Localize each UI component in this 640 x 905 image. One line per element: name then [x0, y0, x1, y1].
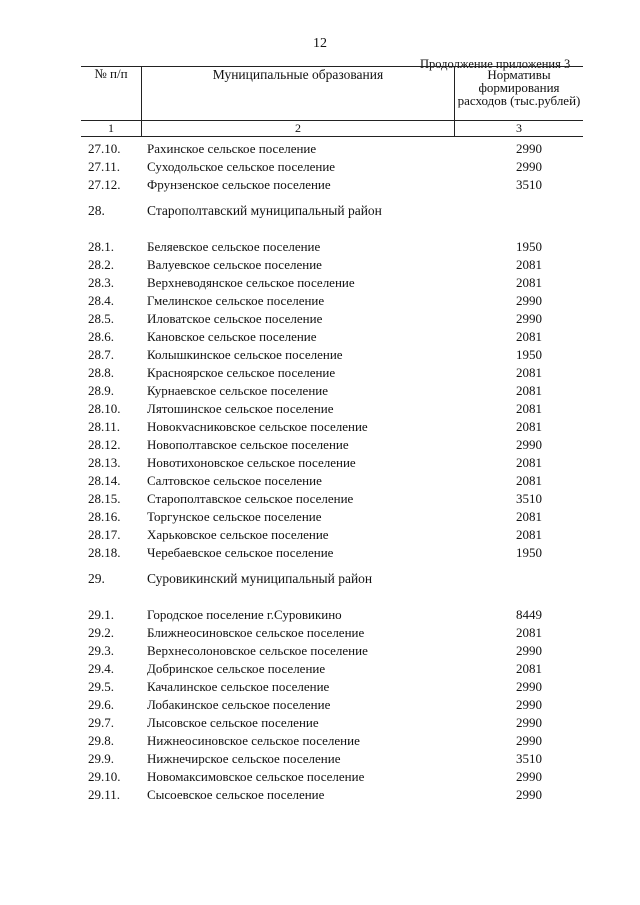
header-number-label: № п/п: [94, 66, 128, 81]
row-number: 28.10.: [88, 401, 121, 416]
norm-value: 8449: [516, 607, 542, 622]
norm-value: 2990: [516, 141, 542, 156]
row-number: 28.7.: [88, 347, 114, 362]
table-row: [0, 508, 640, 526]
municipality-name: Беляевское сельское поселение: [147, 239, 321, 254]
table-row: [0, 526, 640, 544]
table-row: [0, 490, 640, 508]
row-number: 28.5.: [88, 311, 114, 326]
norm-value: 2990: [516, 159, 542, 174]
table-row: [0, 328, 640, 346]
norm-value: 2081: [516, 473, 542, 488]
municipality-name: Суровикинский муниципальный район: [147, 571, 373, 586]
table-header: [81, 66, 583, 137]
continuation-note: Продолжение приложения 3: [420, 57, 571, 71]
table-row: [0, 606, 640, 624]
norm-value: 2081: [516, 527, 542, 542]
table-row: [0, 714, 640, 732]
table-row: [0, 158, 640, 176]
header-col-index-3: 3: [516, 121, 522, 135]
municipality-name: Сысоевское сельское поселение: [147, 787, 325, 802]
row-number: 28.4.: [88, 293, 114, 308]
municipality-name: Качалинское сельское поселение: [147, 679, 330, 694]
norm-value: 1950: [516, 239, 542, 254]
municipality-name: Валуевское сельское поселение: [147, 257, 322, 272]
norm-value: 1950: [516, 545, 542, 560]
table-row: [0, 400, 640, 418]
table-row: [0, 346, 640, 364]
municipality-name: Новокvасниковское сельское поселение: [147, 419, 368, 434]
norm-value: 2081: [516, 625, 542, 640]
municipality-name: Городское поселение г.Суровикино: [147, 607, 342, 622]
table-row: [0, 238, 640, 256]
table-body: [0, 140, 640, 804]
row-number: 28.13.: [88, 455, 121, 470]
table-row: [0, 274, 640, 292]
page-number: 12: [313, 36, 327, 51]
municipality-name: Суходольское сельское поселение: [147, 159, 336, 174]
row-number: 29.6.: [88, 697, 114, 712]
norm-value: 2990: [516, 437, 542, 452]
norm-value: 3510: [516, 491, 542, 506]
municipality-name: Нижнеосиновское сельское поселение: [147, 733, 360, 748]
row-number: 28.15.: [88, 491, 121, 506]
table-row: [0, 418, 640, 436]
municipality-name: Колышкинское сельское поселение: [147, 347, 343, 362]
table-row: [0, 140, 640, 158]
table-row: [0, 436, 640, 454]
table-row: [0, 732, 640, 750]
row-number: 28.: [88, 203, 105, 218]
municipality-name: Салтовское сельское поселение: [147, 473, 322, 488]
district-row: [0, 570, 640, 594]
row-number: 28.17.: [88, 527, 121, 542]
row-number: 28.8.: [88, 365, 114, 380]
municipality-name: Ближнеосиновское сельское поселение: [147, 625, 365, 640]
municipality-name: Лобакинское сельское поселение: [147, 697, 331, 712]
municipality-name: Нижнечирское сельское поселение: [147, 751, 341, 766]
row-number: 27.11.: [88, 159, 121, 174]
table-row: [0, 624, 640, 642]
municipality-name: Новомаксимовское сельское поселение: [147, 769, 365, 784]
norm-value: 2081: [516, 509, 542, 524]
norm-value: 2990: [516, 697, 542, 712]
row-number: 29.9.: [88, 751, 114, 766]
municipality-name: Старополтавский муниципальный район: [147, 203, 382, 218]
norm-value: 2990: [516, 311, 542, 326]
table-row: [0, 176, 640, 194]
row-number: 29.1.: [88, 607, 114, 622]
norm-value: 2081: [516, 383, 542, 398]
norm-value: 2081: [516, 455, 542, 470]
municipality-name: Харьковское сельское поселение: [147, 527, 329, 542]
municipality-name: Кановское сельское поселение: [147, 329, 317, 344]
table-row: [0, 364, 640, 382]
norm-value: 2081: [516, 365, 542, 380]
norm-value: 3510: [516, 177, 542, 192]
table-row: [0, 750, 640, 768]
municipality-name: Курнаевское сельское поселение: [147, 383, 328, 398]
row-number: 28.2.: [88, 257, 114, 272]
row-number: 28.1.: [88, 239, 114, 254]
municipality-name: Гмелинское сельское поселение: [147, 293, 325, 308]
row-number: 29.2.: [88, 625, 114, 640]
row-number: 27.10.: [88, 141, 121, 156]
row-number: 28.14.: [88, 473, 121, 488]
row-number: 29.4.: [88, 661, 114, 676]
row-number: 28.9.: [88, 383, 114, 398]
municipality-name: Новополтавское сельское поселение: [147, 437, 349, 452]
municipality-name: Торгунское сельское поселение: [147, 509, 322, 524]
norm-value: 2990: [516, 643, 542, 658]
municipality-name: Лятошинское сельское поселение: [147, 401, 334, 416]
table-row: [0, 660, 640, 678]
table-row: [0, 382, 640, 400]
row-number: 29.3.: [88, 643, 114, 658]
district-row: [0, 202, 640, 226]
table-row: [0, 292, 640, 310]
municipality-name: Лысовское сельское поселение: [147, 715, 319, 730]
row-number: 29.8.: [88, 733, 114, 748]
norm-value: 2990: [516, 769, 542, 784]
row-number: 29.5.: [88, 679, 114, 694]
norm-value: 2990: [516, 733, 542, 748]
row-number: 28.12.: [88, 437, 121, 452]
municipality-name: Новотихоновское сельское поселение: [147, 455, 356, 470]
norm-value: 2081: [516, 419, 542, 434]
norm-value: 2990: [516, 679, 542, 694]
table-row: [0, 454, 640, 472]
table-row: [0, 678, 640, 696]
table-row: [0, 786, 640, 804]
norm-value: 2081: [516, 661, 542, 676]
row-number: 28.3.: [88, 275, 114, 290]
municipality-name: Иловатское сельское поселение: [147, 311, 323, 326]
table-row: [0, 544, 640, 562]
municipality-name: Черебаевское сельское поселение: [147, 545, 334, 560]
row-number: 28.11.: [88, 419, 121, 434]
norm-value: 3510: [516, 751, 542, 766]
municipality-name: Красноярское сельское поселение: [147, 365, 336, 380]
row-number: 28.16.: [88, 509, 121, 524]
row-number: 29.11.: [88, 787, 121, 802]
header-bottom-border: [81, 136, 583, 137]
municipality-name: Верхневодянское сельское поселение: [147, 275, 355, 290]
row-number: 29.: [88, 571, 105, 586]
municipality-name: Фрунзенское сельское поселение: [147, 177, 331, 192]
municipality-name: Добринское сельское поселение: [147, 661, 326, 676]
table-row: [0, 642, 640, 660]
row-number: 29.10.: [88, 769, 121, 784]
table-row: [0, 472, 640, 490]
header-col-index-2: 2: [295, 121, 301, 135]
table-row: [0, 696, 640, 714]
municipality-name: Верхнесолоновское сельское поселение: [147, 643, 368, 658]
header-norms-label: Нормативы формирования расходов (тыс.рублей): [457, 67, 581, 108]
table-row: [0, 310, 640, 328]
norm-value: 1950: [516, 347, 542, 362]
norm-value: 2990: [516, 293, 542, 308]
row-number: 27.12.: [88, 177, 121, 192]
row-number: 29.7.: [88, 715, 114, 730]
norm-value: 2081: [516, 257, 542, 272]
norm-value: 2990: [516, 787, 542, 802]
municipality-name: Рахинское сельское поселение: [147, 141, 317, 156]
municipality-name: Старополтавское сельское поселение: [147, 491, 354, 506]
header-municipality-label: Муниципальные образования: [212, 67, 384, 82]
norm-value: 2081: [516, 329, 542, 344]
norm-value: 2990: [516, 715, 542, 730]
norm-value: 2081: [516, 275, 542, 290]
header-col-index-1: 1: [108, 121, 114, 135]
table-row: [0, 768, 640, 786]
table-row: [0, 256, 640, 274]
row-number: 28.6.: [88, 329, 114, 344]
norm-value: 2081: [516, 401, 542, 416]
row-number: 28.18.: [88, 545, 121, 560]
